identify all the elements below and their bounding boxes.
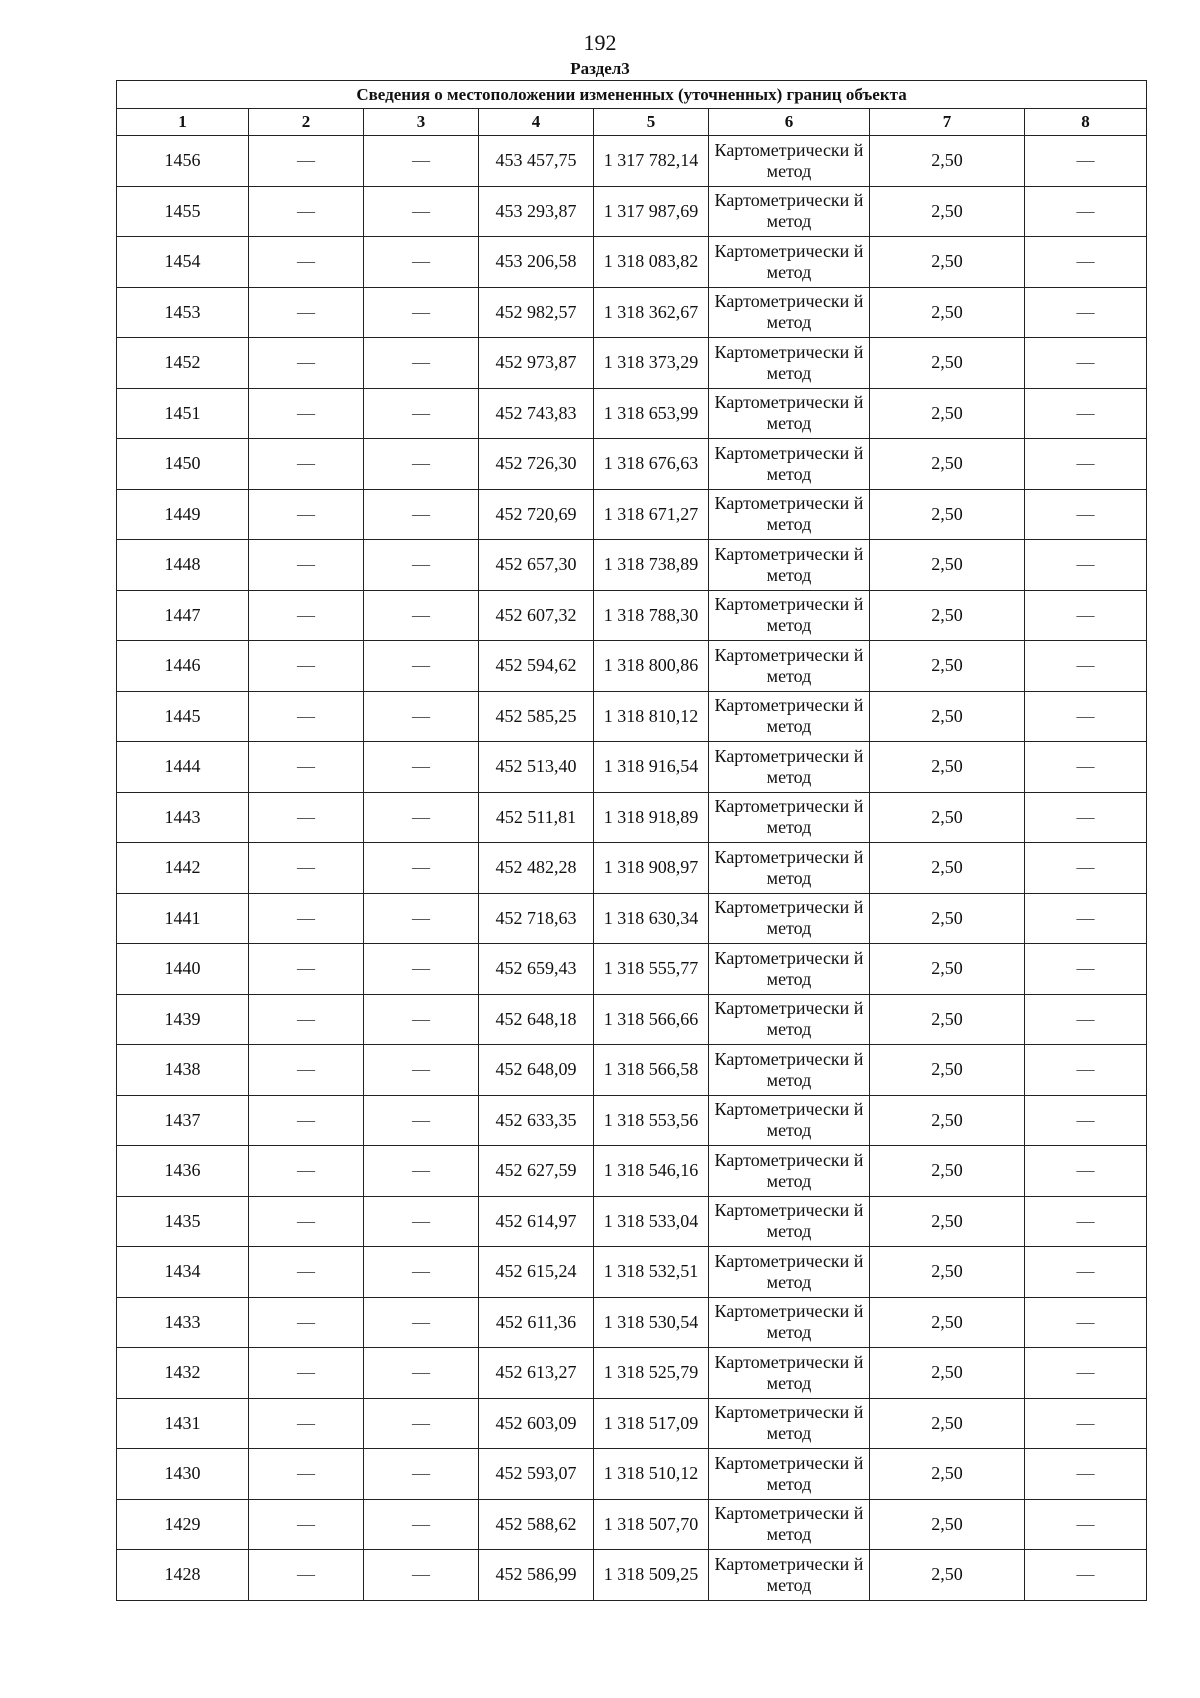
table-row [117, 1247, 1147, 1298]
empty-cell: — [249, 388, 364, 439]
method-cell: Картометрически й метод [709, 843, 870, 894]
point-number-cell: 1446 [117, 641, 249, 692]
empty-cell: — [249, 590, 364, 641]
table-row [117, 944, 1147, 995]
point-number-cell: 1453 [117, 287, 249, 338]
empty-cell: — [1025, 843, 1147, 894]
empty-cell: — [364, 1196, 479, 1247]
method-cell: Картометрически й метод [709, 489, 870, 540]
column-number: 3 [364, 109, 479, 136]
method-cell: Картометрически й метод [709, 1247, 870, 1298]
method-cell: Картометрически й метод [709, 893, 870, 944]
empty-cell: — [249, 1499, 364, 1550]
method-cell: Картометрически й метод [709, 439, 870, 490]
empty-cell: — [249, 1045, 364, 1096]
empty-cell: — [364, 944, 479, 995]
empty-cell: — [249, 843, 364, 894]
point-number-cell: 1443 [117, 792, 249, 843]
y-coordinate-cell: 1 318 800,86 [594, 641, 709, 692]
x-coordinate-cell: 452 720,69 [479, 489, 594, 540]
y-coordinate-cell: 1 318 671,27 [594, 489, 709, 540]
table-row [117, 1550, 1147, 1601]
y-coordinate-cell: 1 318 553,56 [594, 1095, 709, 1146]
column-number: 4 [479, 109, 594, 136]
empty-cell: — [1025, 1499, 1147, 1550]
y-coordinate-cell: 1 318 810,12 [594, 691, 709, 742]
point-number-cell: 1430 [117, 1449, 249, 1500]
y-coordinate-cell: 1 318 517,09 [594, 1398, 709, 1449]
y-coordinate-cell: 1 318 530,54 [594, 1297, 709, 1348]
empty-cell: — [1025, 1196, 1147, 1247]
empty-cell: — [364, 1045, 479, 1096]
precision-cell: 2,50 [870, 489, 1025, 540]
table-row [117, 489, 1147, 540]
y-coordinate-cell: 1 318 738,89 [594, 540, 709, 591]
empty-cell: — [1025, 338, 1147, 389]
x-coordinate-cell: 452 611,36 [479, 1297, 594, 1348]
empty-cell: — [364, 641, 479, 692]
method-cell: Картометрически й метод [709, 540, 870, 591]
empty-cell: — [364, 1499, 479, 1550]
precision-cell: 2,50 [870, 1095, 1025, 1146]
x-coordinate-cell: 452 603,09 [479, 1398, 594, 1449]
precision-cell: 2,50 [870, 439, 1025, 490]
column-number: 8 [1025, 109, 1147, 136]
empty-cell: — [364, 540, 479, 591]
table-row [117, 691, 1147, 742]
point-number-cell: 1445 [117, 691, 249, 742]
table-row [117, 1045, 1147, 1096]
x-coordinate-cell: 452 614,97 [479, 1196, 594, 1247]
column-number: 6 [709, 109, 870, 136]
column-number: 1 [117, 109, 249, 136]
page-number: 192 [583, 30, 617, 55]
table-row [117, 1398, 1147, 1449]
boundary-coordinates-table [116, 80, 1147, 1601]
empty-cell: — [249, 1550, 364, 1601]
empty-cell: — [249, 1247, 364, 1298]
point-number-cell: 1438 [117, 1045, 249, 1096]
y-coordinate-cell: 1 318 533,04 [594, 1196, 709, 1247]
point-number-cell: 1434 [117, 1247, 249, 1298]
method-cell: Картометрически й метод [709, 237, 870, 288]
method-cell: Картометрически й метод [709, 1196, 870, 1247]
precision-cell: 2,50 [870, 590, 1025, 641]
table-row [117, 641, 1147, 692]
method-cell: Картометрически й метод [709, 186, 870, 237]
y-coordinate-cell: 1 318 362,67 [594, 287, 709, 338]
empty-cell: — [364, 893, 479, 944]
precision-cell: 2,50 [870, 237, 1025, 288]
empty-cell: — [364, 136, 479, 187]
empty-cell: — [1025, 1045, 1147, 1096]
empty-cell: — [1025, 641, 1147, 692]
empty-cell: — [1025, 742, 1147, 793]
point-number-cell: 1454 [117, 237, 249, 288]
x-coordinate-cell: 453 293,87 [479, 186, 594, 237]
y-coordinate-cell: 1 318 555,77 [594, 944, 709, 995]
empty-cell: — [364, 742, 479, 793]
empty-cell: — [249, 1146, 364, 1197]
precision-cell: 2,50 [870, 843, 1025, 894]
empty-cell: — [249, 944, 364, 995]
empty-cell: — [364, 792, 479, 843]
point-number-cell: 1450 [117, 439, 249, 490]
y-coordinate-cell: 1 318 630,34 [594, 893, 709, 944]
empty-cell: — [249, 338, 364, 389]
y-coordinate-cell: 1 318 509,25 [594, 1550, 709, 1601]
point-number-cell: 1456 [117, 136, 249, 187]
table-caption-row [117, 81, 1147, 109]
x-coordinate-cell: 452 482,28 [479, 843, 594, 894]
precision-cell: 2,50 [870, 1196, 1025, 1247]
y-coordinate-cell: 1 318 507,70 [594, 1499, 709, 1550]
method-cell: Картометрически й метод [709, 1348, 870, 1399]
x-coordinate-cell: 452 633,35 [479, 1095, 594, 1146]
table-row [117, 843, 1147, 894]
y-coordinate-cell: 1 318 373,29 [594, 338, 709, 389]
precision-cell: 2,50 [870, 893, 1025, 944]
point-number-cell: 1447 [117, 590, 249, 641]
x-coordinate-cell: 452 607,32 [479, 590, 594, 641]
table-row [117, 136, 1147, 187]
method-cell: Картометрически й метод [709, 641, 870, 692]
point-number-cell: 1435 [117, 1196, 249, 1247]
empty-cell: — [249, 893, 364, 944]
precision-cell: 2,50 [870, 994, 1025, 1045]
table-row [117, 893, 1147, 944]
empty-cell: — [364, 388, 479, 439]
method-cell: Картометрически й метод [709, 1550, 870, 1601]
table-row [117, 439, 1147, 490]
empty-cell: — [1025, 489, 1147, 540]
method-cell: Картометрически й метод [709, 136, 870, 187]
table-row [117, 1146, 1147, 1197]
y-coordinate-cell: 1 318 916,54 [594, 742, 709, 793]
precision-cell: 2,50 [870, 1449, 1025, 1500]
empty-cell: — [364, 338, 479, 389]
y-coordinate-cell: 1 318 908,97 [594, 843, 709, 894]
point-number-cell: 1440 [117, 944, 249, 995]
empty-cell: — [364, 489, 479, 540]
empty-cell: — [249, 1196, 364, 1247]
point-number-cell: 1451 [117, 388, 249, 439]
method-cell: Картометрически й метод [709, 691, 870, 742]
empty-cell: — [249, 237, 364, 288]
point-number-cell: 1428 [117, 1550, 249, 1601]
empty-cell: — [1025, 1550, 1147, 1601]
method-cell: Картометрически й метод [709, 792, 870, 843]
precision-cell: 2,50 [870, 742, 1025, 793]
empty-cell: — [1025, 1146, 1147, 1197]
y-coordinate-cell: 1 318 566,66 [594, 994, 709, 1045]
table-row [117, 792, 1147, 843]
empty-cell: — [1025, 1247, 1147, 1298]
table-row [117, 1499, 1147, 1550]
y-coordinate-cell: 1 317 782,14 [594, 136, 709, 187]
x-coordinate-cell: 452 586,99 [479, 1550, 594, 1601]
empty-cell: — [1025, 590, 1147, 641]
precision-cell: 2,50 [870, 792, 1025, 843]
empty-cell: — [1025, 540, 1147, 591]
x-coordinate-cell: 452 513,40 [479, 742, 594, 793]
method-cell: Картометрически й метод [709, 338, 870, 389]
empty-cell: — [364, 287, 479, 338]
x-coordinate-cell: 452 743,83 [479, 388, 594, 439]
precision-cell: 2,50 [870, 1398, 1025, 1449]
point-number-cell: 1441 [117, 893, 249, 944]
empty-cell: — [249, 439, 364, 490]
y-coordinate-cell: 1 318 788,30 [594, 590, 709, 641]
table-row [117, 1196, 1147, 1247]
y-coordinate-cell: 1 318 918,89 [594, 792, 709, 843]
empty-cell: — [364, 1146, 479, 1197]
empty-cell: — [1025, 944, 1147, 995]
empty-cell: — [249, 1348, 364, 1399]
x-coordinate-cell: 453 457,75 [479, 136, 594, 187]
point-number-cell: 1431 [117, 1398, 249, 1449]
empty-cell: — [249, 489, 364, 540]
point-number-cell: 1444 [117, 742, 249, 793]
x-coordinate-cell: 452 588,62 [479, 1499, 594, 1550]
empty-cell: — [364, 1449, 479, 1500]
empty-cell: — [364, 994, 479, 1045]
column-number: 2 [249, 109, 364, 136]
point-number-cell: 1432 [117, 1348, 249, 1399]
empty-cell: — [249, 792, 364, 843]
method-cell: Картометрически й метод [709, 388, 870, 439]
precision-cell: 2,50 [870, 691, 1025, 742]
x-coordinate-cell: 452 627,59 [479, 1146, 594, 1197]
empty-cell: — [249, 742, 364, 793]
point-number-cell: 1452 [117, 338, 249, 389]
empty-cell: — [1025, 136, 1147, 187]
x-coordinate-cell: 452 613,27 [479, 1348, 594, 1399]
method-cell: Картометрически й метод [709, 1095, 870, 1146]
precision-cell: 2,50 [870, 1146, 1025, 1197]
table-row [117, 994, 1147, 1045]
empty-cell: — [1025, 186, 1147, 237]
precision-cell: 2,50 [870, 338, 1025, 389]
precision-cell: 2,50 [870, 641, 1025, 692]
table-row [117, 1449, 1147, 1500]
y-coordinate-cell: 1 318 525,79 [594, 1348, 709, 1399]
table-row [117, 287, 1147, 338]
table-row [117, 540, 1147, 591]
empty-cell: — [1025, 1095, 1147, 1146]
y-coordinate-cell: 1 318 546,16 [594, 1146, 709, 1197]
y-coordinate-cell: 1 318 532,51 [594, 1247, 709, 1298]
method-cell: Картометрически й метод [709, 287, 870, 338]
method-cell: Картометрически й метод [709, 1146, 870, 1197]
empty-cell: — [249, 1095, 364, 1146]
point-number-cell: 1436 [117, 1146, 249, 1197]
empty-cell: — [1025, 1398, 1147, 1449]
section-title: Раздел3 [570, 59, 630, 78]
precision-cell: 2,50 [870, 1247, 1025, 1298]
x-coordinate-cell: 452 593,07 [479, 1449, 594, 1500]
column-number: 7 [870, 109, 1025, 136]
point-number-cell: 1429 [117, 1499, 249, 1550]
precision-cell: 2,50 [870, 1045, 1025, 1096]
point-number-cell: 1433 [117, 1297, 249, 1348]
table-row [117, 338, 1147, 389]
point-number-cell: 1437 [117, 1095, 249, 1146]
precision-cell: 2,50 [870, 1348, 1025, 1399]
x-coordinate-cell: 452 615,24 [479, 1247, 594, 1298]
precision-cell: 2,50 [870, 287, 1025, 338]
x-coordinate-cell: 452 659,43 [479, 944, 594, 995]
y-coordinate-cell: 1 318 510,12 [594, 1449, 709, 1500]
empty-cell: — [364, 1550, 479, 1601]
precision-cell: 2,50 [870, 944, 1025, 995]
empty-cell: — [249, 136, 364, 187]
x-coordinate-cell: 452 648,18 [479, 994, 594, 1045]
empty-cell: — [364, 439, 479, 490]
y-coordinate-cell: 1 317 987,69 [594, 186, 709, 237]
x-coordinate-cell: 452 718,63 [479, 893, 594, 944]
empty-cell: — [249, 1398, 364, 1449]
empty-cell: — [1025, 792, 1147, 843]
empty-cell: — [364, 186, 479, 237]
table-row [117, 186, 1147, 237]
empty-cell: — [364, 590, 479, 641]
empty-cell: — [1025, 1297, 1147, 1348]
table-caption: Сведения о местоположении измененных (уточненных) границ объекта [117, 81, 1147, 109]
method-cell: Картометрически й метод [709, 1045, 870, 1096]
y-coordinate-cell: 1 318 083,82 [594, 237, 709, 288]
precision-cell: 2,50 [870, 1550, 1025, 1601]
empty-cell: — [1025, 439, 1147, 490]
empty-cell: — [1025, 893, 1147, 944]
point-number-cell: 1439 [117, 994, 249, 1045]
y-coordinate-cell: 1 318 566,58 [594, 1045, 709, 1096]
table-row [117, 742, 1147, 793]
table-row [117, 237, 1147, 288]
empty-cell: — [364, 1348, 479, 1399]
x-coordinate-cell: 452 982,57 [479, 287, 594, 338]
method-cell: Картометрически й метод [709, 944, 870, 995]
table-row [117, 1297, 1147, 1348]
x-coordinate-cell: 452 585,25 [479, 691, 594, 742]
empty-cell: — [364, 1247, 479, 1298]
empty-cell: — [249, 186, 364, 237]
method-cell: Картометрически й метод [709, 1449, 870, 1500]
table-body [117, 136, 1147, 1601]
table-row [117, 1348, 1147, 1399]
column-number-row [117, 109, 1147, 136]
method-cell: Картометрически й метод [709, 1398, 870, 1449]
method-cell: Картометрически й метод [709, 1297, 870, 1348]
empty-cell: — [1025, 691, 1147, 742]
empty-cell: — [249, 287, 364, 338]
precision-cell: 2,50 [870, 1499, 1025, 1550]
empty-cell: — [1025, 237, 1147, 288]
table-row [117, 1095, 1147, 1146]
point-number-cell: 1442 [117, 843, 249, 894]
x-coordinate-cell: 452 726,30 [479, 439, 594, 490]
empty-cell: — [364, 843, 479, 894]
x-coordinate-cell: 452 973,87 [479, 338, 594, 389]
empty-cell: — [364, 237, 479, 288]
table-row [117, 590, 1147, 641]
empty-cell: — [364, 1095, 479, 1146]
empty-cell: — [364, 1398, 479, 1449]
x-coordinate-cell: 452 648,09 [479, 1045, 594, 1096]
empty-cell: — [1025, 1449, 1147, 1500]
point-number-cell: 1449 [117, 489, 249, 540]
column-number: 5 [594, 109, 709, 136]
empty-cell: — [364, 1297, 479, 1348]
precision-cell: 2,50 [870, 540, 1025, 591]
empty-cell: — [1025, 287, 1147, 338]
empty-cell: — [1025, 994, 1147, 1045]
table-row [117, 388, 1147, 439]
x-coordinate-cell: 452 594,62 [479, 641, 594, 692]
method-cell: Картометрически й метод [709, 994, 870, 1045]
x-coordinate-cell: 452 657,30 [479, 540, 594, 591]
empty-cell: — [364, 691, 479, 742]
empty-cell: — [249, 540, 364, 591]
empty-cell: — [249, 1297, 364, 1348]
empty-cell: — [1025, 388, 1147, 439]
precision-cell: 2,50 [870, 186, 1025, 237]
precision-cell: 2,50 [870, 388, 1025, 439]
empty-cell: — [249, 691, 364, 742]
empty-cell: — [249, 641, 364, 692]
empty-cell: — [249, 994, 364, 1045]
x-coordinate-cell: 453 206,58 [479, 237, 594, 288]
method-cell: Картометрически й метод [709, 590, 870, 641]
y-coordinate-cell: 1 318 676,63 [594, 439, 709, 490]
precision-cell: 2,50 [870, 1297, 1025, 1348]
empty-cell: — [1025, 1348, 1147, 1399]
precision-cell: 2,50 [870, 136, 1025, 187]
point-number-cell: 1455 [117, 186, 249, 237]
x-coordinate-cell: 452 511,81 [479, 792, 594, 843]
empty-cell: — [249, 1449, 364, 1500]
method-cell: Картометрически й метод [709, 742, 870, 793]
y-coordinate-cell: 1 318 653,99 [594, 388, 709, 439]
method-cell: Картометрически й метод [709, 1499, 870, 1550]
point-number-cell: 1448 [117, 540, 249, 591]
